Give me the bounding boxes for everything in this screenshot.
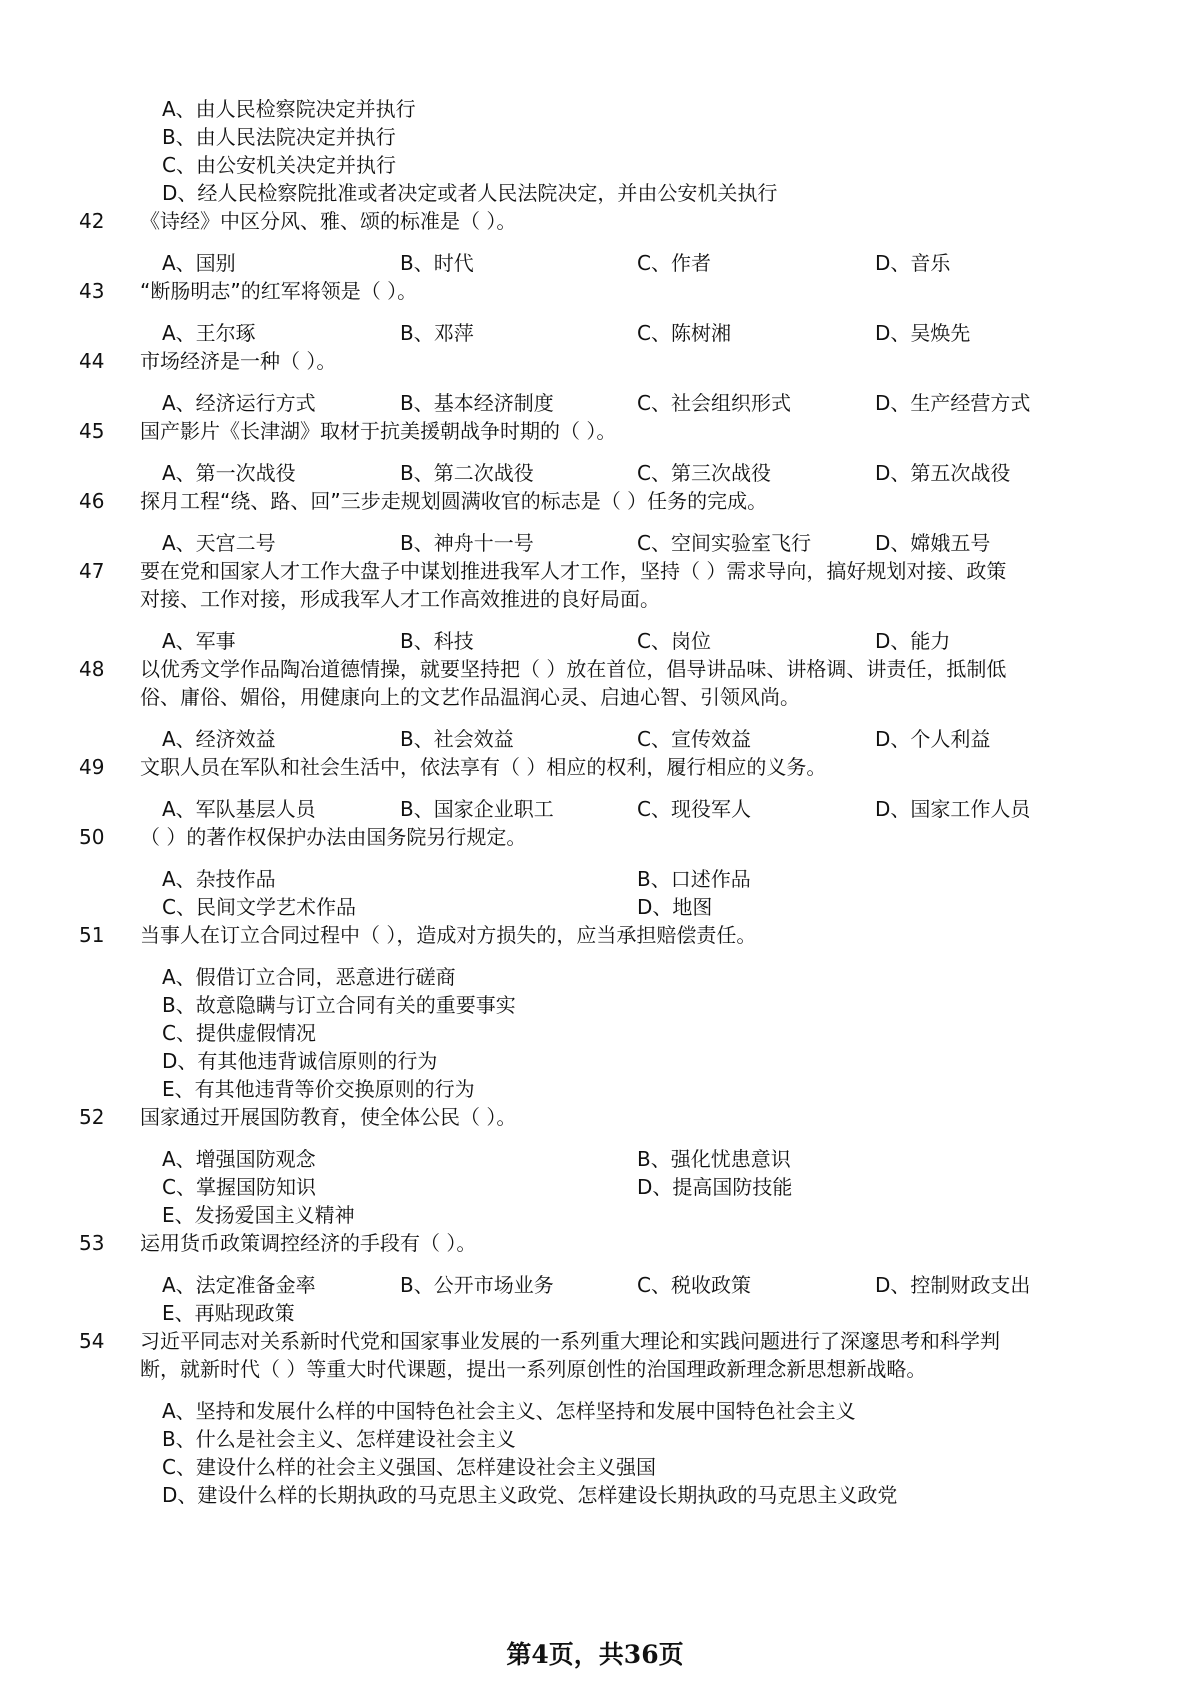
option-b: B、口述作品 xyxy=(637,867,751,891)
option-a: A、杂技作品 xyxy=(162,867,276,891)
option-c: C、由公安机关决定并执行 xyxy=(162,153,396,177)
question-text-continued: 俗、庸俗、媚俗，用健康向上的文艺作品温润心灵、启迪心智、引领风尚。 xyxy=(140,685,800,709)
question-text: 国产影片《长津湖》取材于抗美援朝战争时期的（ ）。 xyxy=(140,419,617,443)
option-d: D、音乐 xyxy=(875,251,951,275)
option-c: C、建设什么样的社会主义强国、怎样建设社会主义强国 xyxy=(162,1455,656,1479)
option-b: B、第二次战役 xyxy=(400,461,534,485)
question-number: 45 xyxy=(79,419,105,443)
option-d: D、建设什么样的长期执政的马克思主义政党、怎样建设长期执政的马克思主义政党 xyxy=(162,1483,898,1507)
option-b: B、什么是社会主义、怎样建设社会主义 xyxy=(162,1427,516,1451)
question-text: 运用货币政策调控经济的手段有（ ）。 xyxy=(140,1231,477,1255)
option-d: D、第五次战役 xyxy=(875,461,1011,485)
option-a: A、经济运行方式 xyxy=(162,391,316,415)
option-c: C、民间文学艺术作品 xyxy=(162,895,356,919)
question-number: 48 xyxy=(79,657,105,681)
option-c: C、现役军人 xyxy=(637,797,751,821)
question-text: 要在党和国家人才工作大盘子中谋划推进我军人才工作，坚持（ ）需求导向，搞好规划对接、政策 xyxy=(140,559,1007,583)
option-b: B、时代 xyxy=(400,251,474,275)
option-d: D、个人利益 xyxy=(875,727,991,751)
option-b: B、科技 xyxy=(400,629,474,653)
question-number: 46 xyxy=(79,489,105,513)
option-e: E、再贴现政策 xyxy=(162,1301,295,1325)
question-text: 文职人员在军队和社会生活中，依法享有（ ）相应的权利，履行相应的义务。 xyxy=(140,755,827,779)
option-d: D、生产经营方式 xyxy=(875,391,1031,415)
question-number: 49 xyxy=(79,755,105,779)
question-number: 43 xyxy=(79,279,105,303)
question-number: 51 xyxy=(79,923,105,947)
option-a: A、天宫二号 xyxy=(162,531,276,555)
question-text: 习近平同志对关系新时代党和国家事业发展的一系列重大理论和实践问题进行了深邃思考和科学判 xyxy=(140,1329,1000,1353)
question-number: 52 xyxy=(79,1105,105,1129)
option-b: B、强化忧患意识 xyxy=(637,1147,791,1171)
option-a: A、坚持和发展什么样的中国特色社会主义、怎样坚持和发展中国特色社会主义 xyxy=(162,1399,856,1423)
option-b: B、国家企业职工 xyxy=(400,797,554,821)
option-c: C、第三次战役 xyxy=(637,461,771,485)
question-text: 市场经济是一种（ ）。 xyxy=(140,349,337,373)
option-c: C、陈树湘 xyxy=(637,321,731,345)
option-a: A、由人民检察院决定并执行 xyxy=(162,97,416,121)
option-c: C、社会组织形式 xyxy=(637,391,791,415)
option-b: B、基本经济制度 xyxy=(400,391,554,415)
option-a: A、假借订立合同，恶意进行磋商 xyxy=(162,965,456,989)
option-a: A、军事 xyxy=(162,629,236,653)
option-d: D、地图 xyxy=(637,895,713,919)
question-text: （ ）的著作权保护办法由国务院另行规定。 xyxy=(140,825,527,849)
option-c: C、空间实验室飞行 xyxy=(637,531,811,555)
option-b: B、社会效益 xyxy=(400,727,514,751)
option-c: C、税收政策 xyxy=(637,1273,751,1297)
option-d: D、经人民检察院批准或者决定或者人民法院决定，并由公安机关执行 xyxy=(162,181,778,205)
question-text: 探月工程“绕、路、回”三步走规划圆满收官的标志是（ ）任务的完成。 xyxy=(140,489,768,513)
option-c: C、作者 xyxy=(637,251,711,275)
option-b: B、神舟十一号 xyxy=(400,531,534,555)
option-d: D、控制财政支出 xyxy=(875,1273,1031,1297)
page-footer: 第4页，共36页 xyxy=(506,1640,684,1669)
option-c: C、提供虚假情况 xyxy=(162,1021,316,1045)
option-d: D、能力 xyxy=(875,629,951,653)
option-a: A、王尔琢 xyxy=(162,321,256,345)
option-a: A、国别 xyxy=(162,251,236,275)
option-b: B、邓萍 xyxy=(400,321,474,345)
question-number: 42 xyxy=(79,209,105,233)
option-c: C、掌握国防知识 xyxy=(162,1175,316,1199)
option-d: D、国家工作人员 xyxy=(875,797,1031,821)
option-b: B、故意隐瞒与订立合同有关的重要事实 xyxy=(162,993,516,1017)
question-text: 《诗经》中区分风、雅、颂的标准是（ ）。 xyxy=(140,209,517,233)
option-e: E、有其他违背等价交换原则的行为 xyxy=(162,1077,475,1101)
option-a: A、增强国防观念 xyxy=(162,1147,316,1171)
option-e: E、发扬爱国主义精神 xyxy=(162,1203,355,1227)
question-number: 47 xyxy=(79,559,105,583)
question-text-continued: 断，就新时代（ ）等重大时代课题，提出一系列原创性的治国理政新理念新思想新战略。 xyxy=(140,1357,927,1381)
option-a: A、军队基层人员 xyxy=(162,797,316,821)
question-text: 以优秀文学作品陶冶道德情操，就要坚持把（ ）放在首位，倡导讲品味、讲格调、讲责任，抵制低 xyxy=(140,657,1007,681)
option-d: D、吴焕先 xyxy=(875,321,971,345)
option-d: D、有其他违背诚信原则的行为 xyxy=(162,1049,438,1073)
question-number: 54 xyxy=(79,1329,105,1353)
question-number: 53 xyxy=(79,1231,105,1255)
question-text: “断肠明志”的红军将领是（ ）。 xyxy=(140,279,418,303)
option-a: A、第一次战役 xyxy=(162,461,296,485)
option-a: A、经济效益 xyxy=(162,727,276,751)
option-a: A、法定准备金率 xyxy=(162,1273,316,1297)
option-b: B、公开市场业务 xyxy=(400,1273,554,1297)
question-number: 50 xyxy=(79,825,105,849)
option-d: D、提高国防技能 xyxy=(637,1175,793,1199)
question-text-continued: 对接、工作对接，形成我军人才工作高效推进的良好局面。 xyxy=(140,587,660,611)
option-c: C、岗位 xyxy=(637,629,711,653)
question-text: 国家通过开展国防教育，使全体公民（ ）。 xyxy=(140,1105,517,1129)
option-c: C、宣传效益 xyxy=(637,727,751,751)
question-number: 44 xyxy=(79,349,105,373)
question-text: 当事人在订立合同过程中（ ），造成对方损失的，应当承担赔偿责任。 xyxy=(140,923,757,947)
option-b: B、由人民法院决定并执行 xyxy=(162,125,396,149)
option-d: D、嫦娥五号 xyxy=(875,531,991,555)
